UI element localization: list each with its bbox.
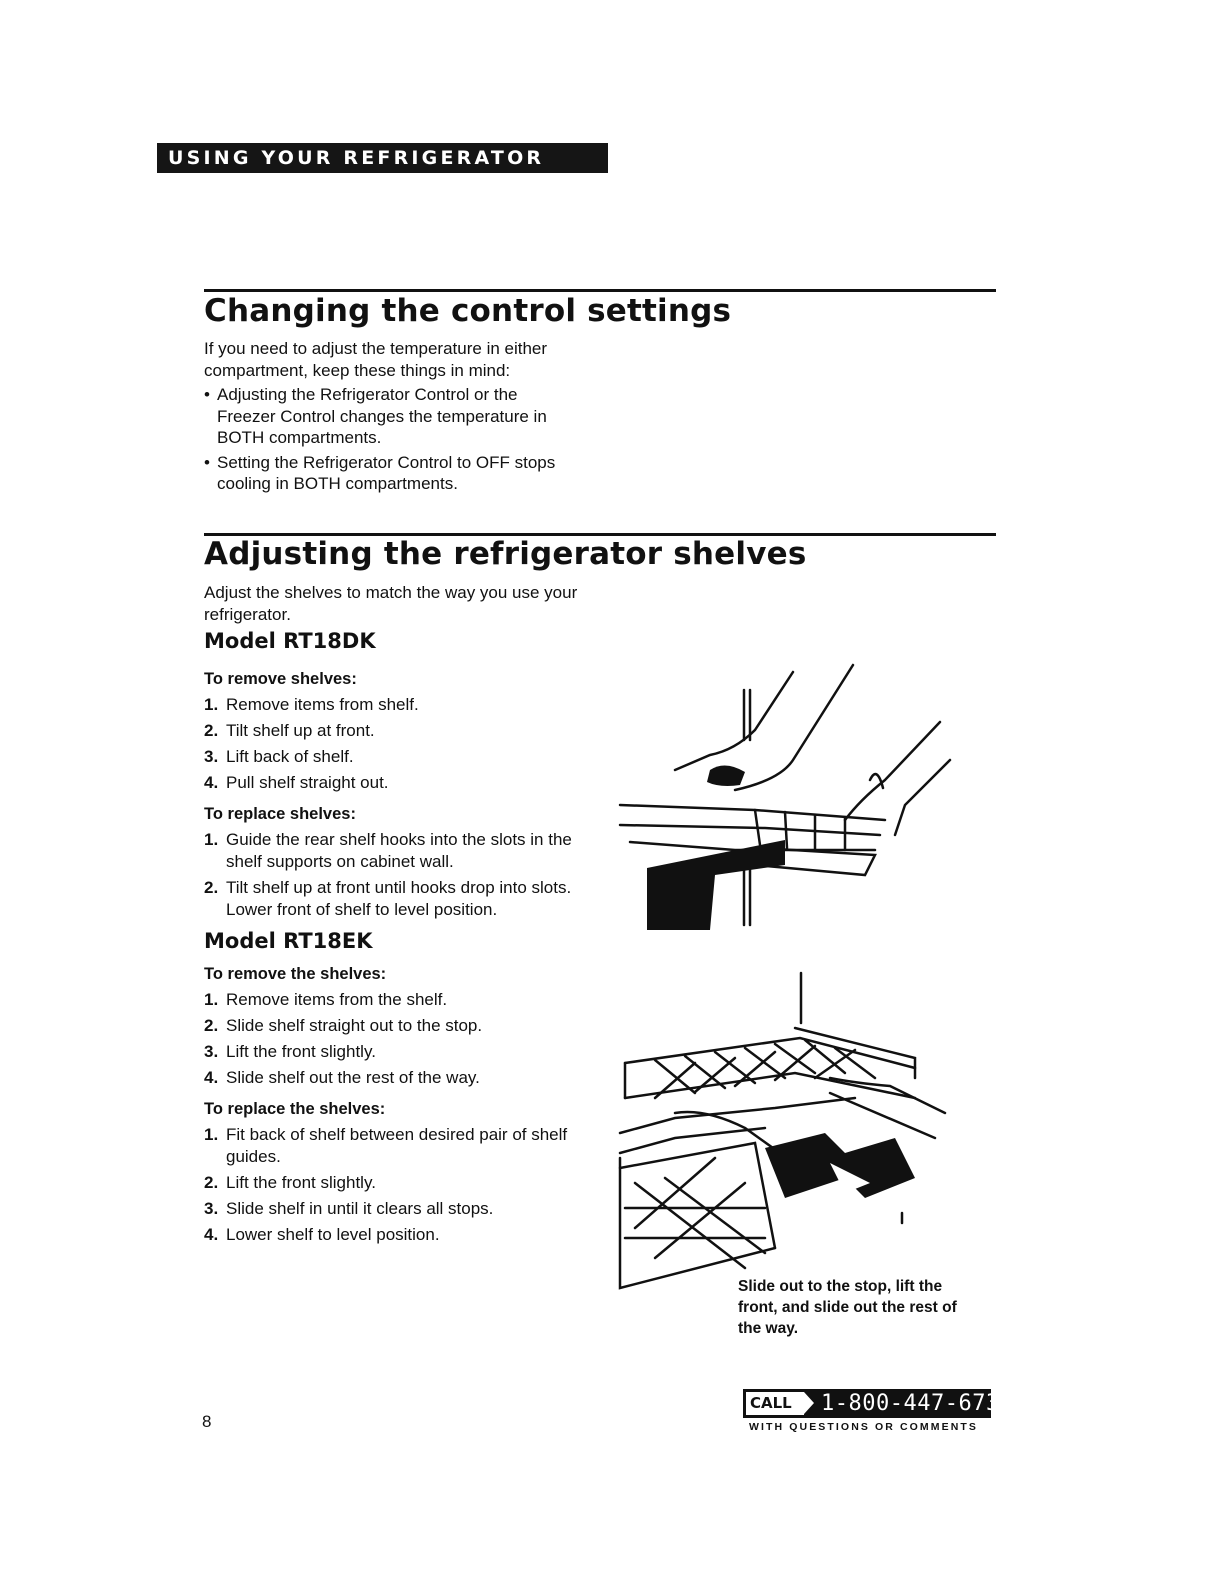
list-item: 4. Slide shelf out the rest of the way.	[204, 1068, 480, 1087]
model-rt18ek-heading: Model RT18EK	[204, 929, 373, 953]
heading-adjusting-shelves: Adjusting the refrigerator shelves	[204, 536, 807, 572]
model-rt18ek-steps	[204, 963, 604, 1246]
replace-shelves-list	[204, 829, 604, 921]
control-bullet: • Setting the Refrigerator Control to OFF stops cooling in BOTH compartments.	[204, 452, 574, 495]
shelf-slide-illustration	[615, 968, 960, 1303]
list-item: 2. Slide shelf straight out to the stop.	[204, 1016, 483, 1035]
model-rt18dk-heading: Model RT18DK	[204, 629, 376, 653]
model-rt18dk-steps	[204, 668, 604, 921]
list-item: 1. Remove items from the shelf.	[204, 990, 448, 1009]
list-item: 3. Lift the front slightly.	[204, 1042, 376, 1061]
list-item: 4. Pull shelf straight out.	[204, 773, 389, 792]
list-item: 1. Remove items from shelf.	[204, 695, 419, 714]
shelves-intro: Adjust the shelves to match the way you use your refrigerator.	[204, 583, 578, 624]
list-item: 3. Lift back of shelf.	[204, 747, 354, 766]
list-item: 2. Tilt shelf up at front.	[204, 721, 375, 740]
divider-top	[204, 289, 996, 292]
call-note: WITH QUESTIONS OR COMMENTS	[749, 1421, 979, 1433]
call-badge: CALL	[746, 1392, 804, 1415]
list-item: 2. Lift the front slightly.	[204, 1173, 376, 1192]
control-bullet: • Adjusting the Refrigerator Control or the Freezer Control changes the temperature in BOTH compartments.	[204, 384, 574, 449]
control-settings-body	[204, 338, 574, 495]
replace-the-shelves-list	[204, 1124, 604, 1246]
remove-shelves-heading: To remove shelves:	[204, 670, 357, 688]
remove-shelves-list	[204, 694, 604, 794]
list-item: 1. Guide the rear shelf hooks into the slots in the shelf supports on cabinet wall.	[204, 830, 572, 871]
section-banner: USING YOUR REFRIGERATOR	[157, 143, 608, 173]
list-item: 1. Fit back of shelf between desired pair of shelf guides.	[204, 1125, 568, 1166]
remove-the-shelves-list	[204, 989, 604, 1089]
replace-the-shelves-heading: To replace the shelves:	[204, 1100, 386, 1118]
heading-control-settings: Changing the control settings	[204, 293, 732, 329]
list-item: 4. Lower shelf to level position.	[204, 1225, 440, 1244]
illustration-caption: Slide out to the stop, lift the front, and slide out the rest of the way.	[738, 1278, 957, 1337]
list-item: 3. Slide shelf in until it clears all stops.	[204, 1199, 494, 1218]
control-settings-list	[204, 384, 574, 495]
page-number: 8	[202, 1412, 212, 1431]
control-settings-intro: If you need to adjust the temperature in either compartment, keep these things in mind:	[204, 339, 548, 380]
shelves-body	[204, 582, 599, 625]
call-phone-box	[743, 1389, 1014, 1418]
replace-shelves-heading: To replace shelves:	[204, 805, 356, 823]
remove-the-shelves-heading: To remove the shelves:	[204, 965, 387, 983]
list-item: 2. Tilt shelf up at front until hooks drop into slots. Lower front of shelf to level position.	[204, 878, 572, 919]
phone-number: 1-800-447-6737	[821, 1391, 1014, 1416]
shelf-removal-illustration	[615, 660, 960, 935]
arrow-right-icon	[804, 1392, 814, 1414]
